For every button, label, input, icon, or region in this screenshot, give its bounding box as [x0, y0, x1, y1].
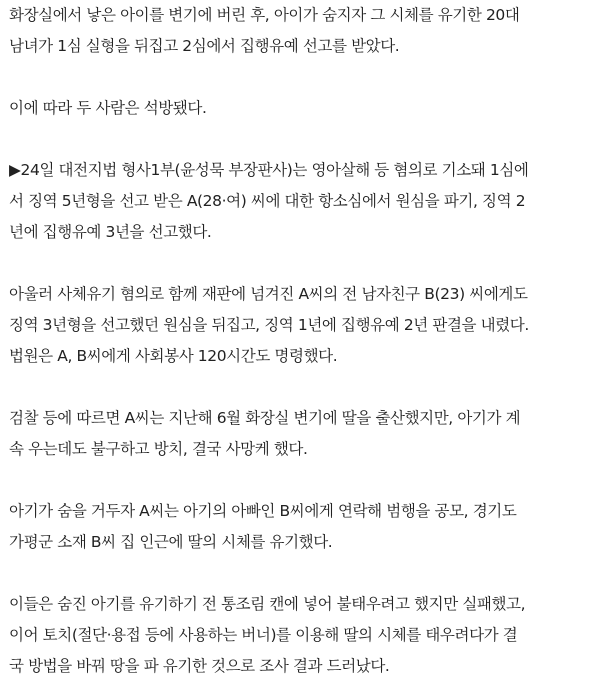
- text-line: 남녀가 1심 실형을 뒤집고 2심에서 집행유예 선고를 받았다.: [9, 37, 400, 55]
- article-body: [9, 0, 595, 682]
- paragraph-6: [9, 496, 595, 558]
- text-line: 이어 토치(절단·용접 등에 사용하는 버너)를 이용해 딸의 시체를 태우려다가 결: [9, 626, 518, 644]
- paragraph-2: [9, 93, 595, 124]
- text-line: 이에 따라 두 사람은 석방됐다.: [9, 99, 207, 117]
- text-line: 징역 3년형을 선고했던 원심을 뒤집고, 징역 1년에 집행유예 2년 판결을 내렸다.: [9, 316, 529, 334]
- paragraph-3: [9, 155, 595, 248]
- text-line: ▶24일 대전지법 형사1부(윤성묵 부장판사)는 영아살해 등 혐의로 기소돼 1심에: [9, 161, 529, 179]
- text-line: 아기가 숨을 거두자 A씨는 아기의 아빠인 B씨에게 연락해 범행을 공모, 경기도: [9, 502, 517, 520]
- text-line: 화장실에서 낳은 아이를 변기에 버린 후, 아이가 숨지자 그 시체를 유기한 20대: [9, 6, 520, 24]
- text-line: 검찰 등에 따르면 A씨는 지난해 6월 화장실 변기에 딸을 출산했지만, 아기가 계: [9, 409, 521, 427]
- paragraph-spacer: [9, 558, 595, 589]
- paragraph-spacer: [9, 372, 595, 403]
- paragraph-1: [9, 0, 595, 62]
- text-line: 속 우는데도 불구하고 방치, 결국 사망케 했다.: [9, 440, 308, 458]
- text-line: 아울러 사체유기 혐의로 함께 재판에 넘겨진 A씨의 전 남자친구 B(23) 씨에게도: [9, 285, 528, 303]
- paragraph-spacer: [9, 248, 595, 279]
- paragraph-5: [9, 403, 595, 465]
- text-line: 서 징역 5년형을 선고 받은 A(28·여) 씨에 대한 항소심에서 원심을 파기, 징역 2: [9, 192, 526, 210]
- paragraph-7: [9, 589, 595, 682]
- text-line: 법원은 A, B씨에게 사회봉사 120시간도 명령했다.: [9, 347, 338, 365]
- paragraph-4: [9, 279, 595, 372]
- paragraph-spacer: [9, 62, 595, 93]
- paragraph-spacer: [9, 124, 595, 155]
- text-line: 이들은 숨진 아기를 유기하기 전 통조림 캔에 넣어 불태우려고 했지만 실패했고,: [9, 595, 526, 613]
- text-line: 가평군 소재 B씨 집 인근에 딸의 시체를 유기했다.: [9, 533, 333, 551]
- paragraph-spacer: [9, 465, 595, 496]
- text-line: 년에 집행유예 3년을 선고했다.: [9, 223, 212, 241]
- text-line: 국 방법을 바꿔 땅을 파 유기한 것으로 조사 결과 드러났다.: [9, 657, 390, 675]
